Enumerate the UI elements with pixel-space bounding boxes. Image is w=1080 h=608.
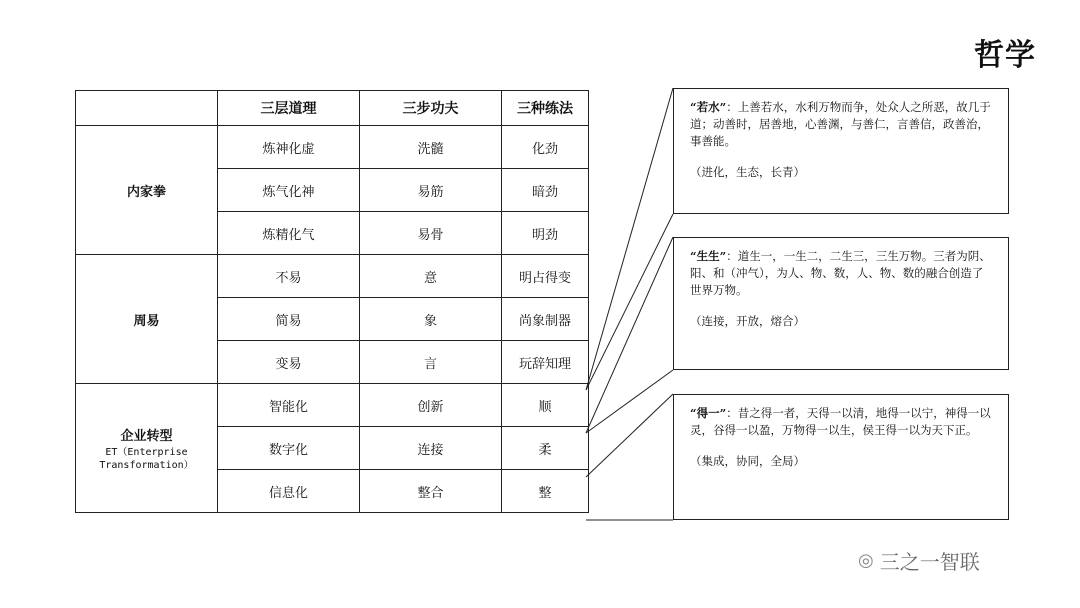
table-cell: 整合 [360, 470, 502, 513]
table-cell: 暗劲 [502, 169, 589, 212]
quote-text: ：上善若水，水利万物而争，处众人之所恶，故几于道；动善时，居善地，心善渊，与善仁，言善信，政善治，事善能。 [690, 100, 991, 148]
quote-key: “生生” [690, 249, 727, 263]
table-cell: 洗髓 [360, 126, 502, 169]
group-sublabel: ET（Enterprise Transformation） [99, 446, 194, 471]
table-cell: 连接 [360, 427, 502, 470]
header-cell: 三步功夫 [360, 91, 502, 126]
table-cell: 化劲 [502, 126, 589, 169]
watermark [858, 546, 980, 575]
table-cell: 炼神化虚 [218, 126, 360, 169]
table-cell: 简易 [218, 298, 360, 341]
table-cell: 炼气化神 [218, 169, 360, 212]
quote-box-ruoshui [673, 88, 1009, 214]
connector-line [586, 88, 673, 390]
table-cell: 言 [360, 341, 502, 384]
connector-line [586, 394, 673, 477]
group-label: 内家拳 [76, 126, 218, 255]
table-cell: 明占得变 [502, 255, 589, 298]
table-cell: 不易 [218, 255, 360, 298]
table-cell: 顺 [502, 384, 589, 427]
table-cell: 柔 [502, 427, 589, 470]
group-label: 周易 [76, 255, 218, 384]
table-cell: 易骨 [360, 212, 502, 255]
table-cell: 智能化 [218, 384, 360, 427]
connector-line [586, 370, 673, 433]
table-cell: 尚象制器 [502, 298, 589, 341]
table-cell: 信息化 [218, 470, 360, 513]
table-cell: 象 [360, 298, 502, 341]
table-cell: 变易 [218, 341, 360, 384]
table-cell: 数字化 [218, 427, 360, 470]
quote-key: “得一” [690, 406, 727, 420]
quote-tags: （集成，协同，全局） [690, 454, 805, 468]
table-cell: 意 [360, 255, 502, 298]
wechat-icon: ◎ [858, 550, 874, 571]
table-cell: 玩辞知理 [502, 341, 589, 384]
header-cell: 三层道理 [218, 91, 360, 126]
table-cell: 炼精化气 [218, 212, 360, 255]
quote-text: ：道生一，一生二，二生三，三生万物。三者为阴、阳、和（冲气），为人、物、数，人、物、数的融合创造了世界万物。 [690, 249, 991, 297]
quote-box-shengsheng [673, 237, 1009, 370]
quote-box-deyi [673, 394, 1009, 520]
header-cell: 三种练法 [502, 91, 589, 126]
quote-text: ：昔之得一者，天得一以清，地得一以宁，神得一以灵，谷得一以盈，万物得一以生，侯王得一以为天下正。 [690, 406, 991, 437]
connector-line [586, 237, 673, 433]
table-cell: 整 [502, 470, 589, 513]
quote-tags: （进化，生态，长青） [690, 165, 805, 179]
table-cell: 创新 [360, 384, 502, 427]
quote-key: “若水” [690, 100, 727, 114]
group-label: 企业转型 ET（Enterprise Transformation） [76, 384, 218, 513]
quote-tags: （连接，开放，熔合） [690, 314, 805, 328]
table-cell: 明劲 [502, 212, 589, 255]
watermark-text: 三之一智联 [879, 550, 980, 574]
page-title: 哲学 [974, 38, 1036, 73]
table-cell: 易筋 [360, 169, 502, 212]
